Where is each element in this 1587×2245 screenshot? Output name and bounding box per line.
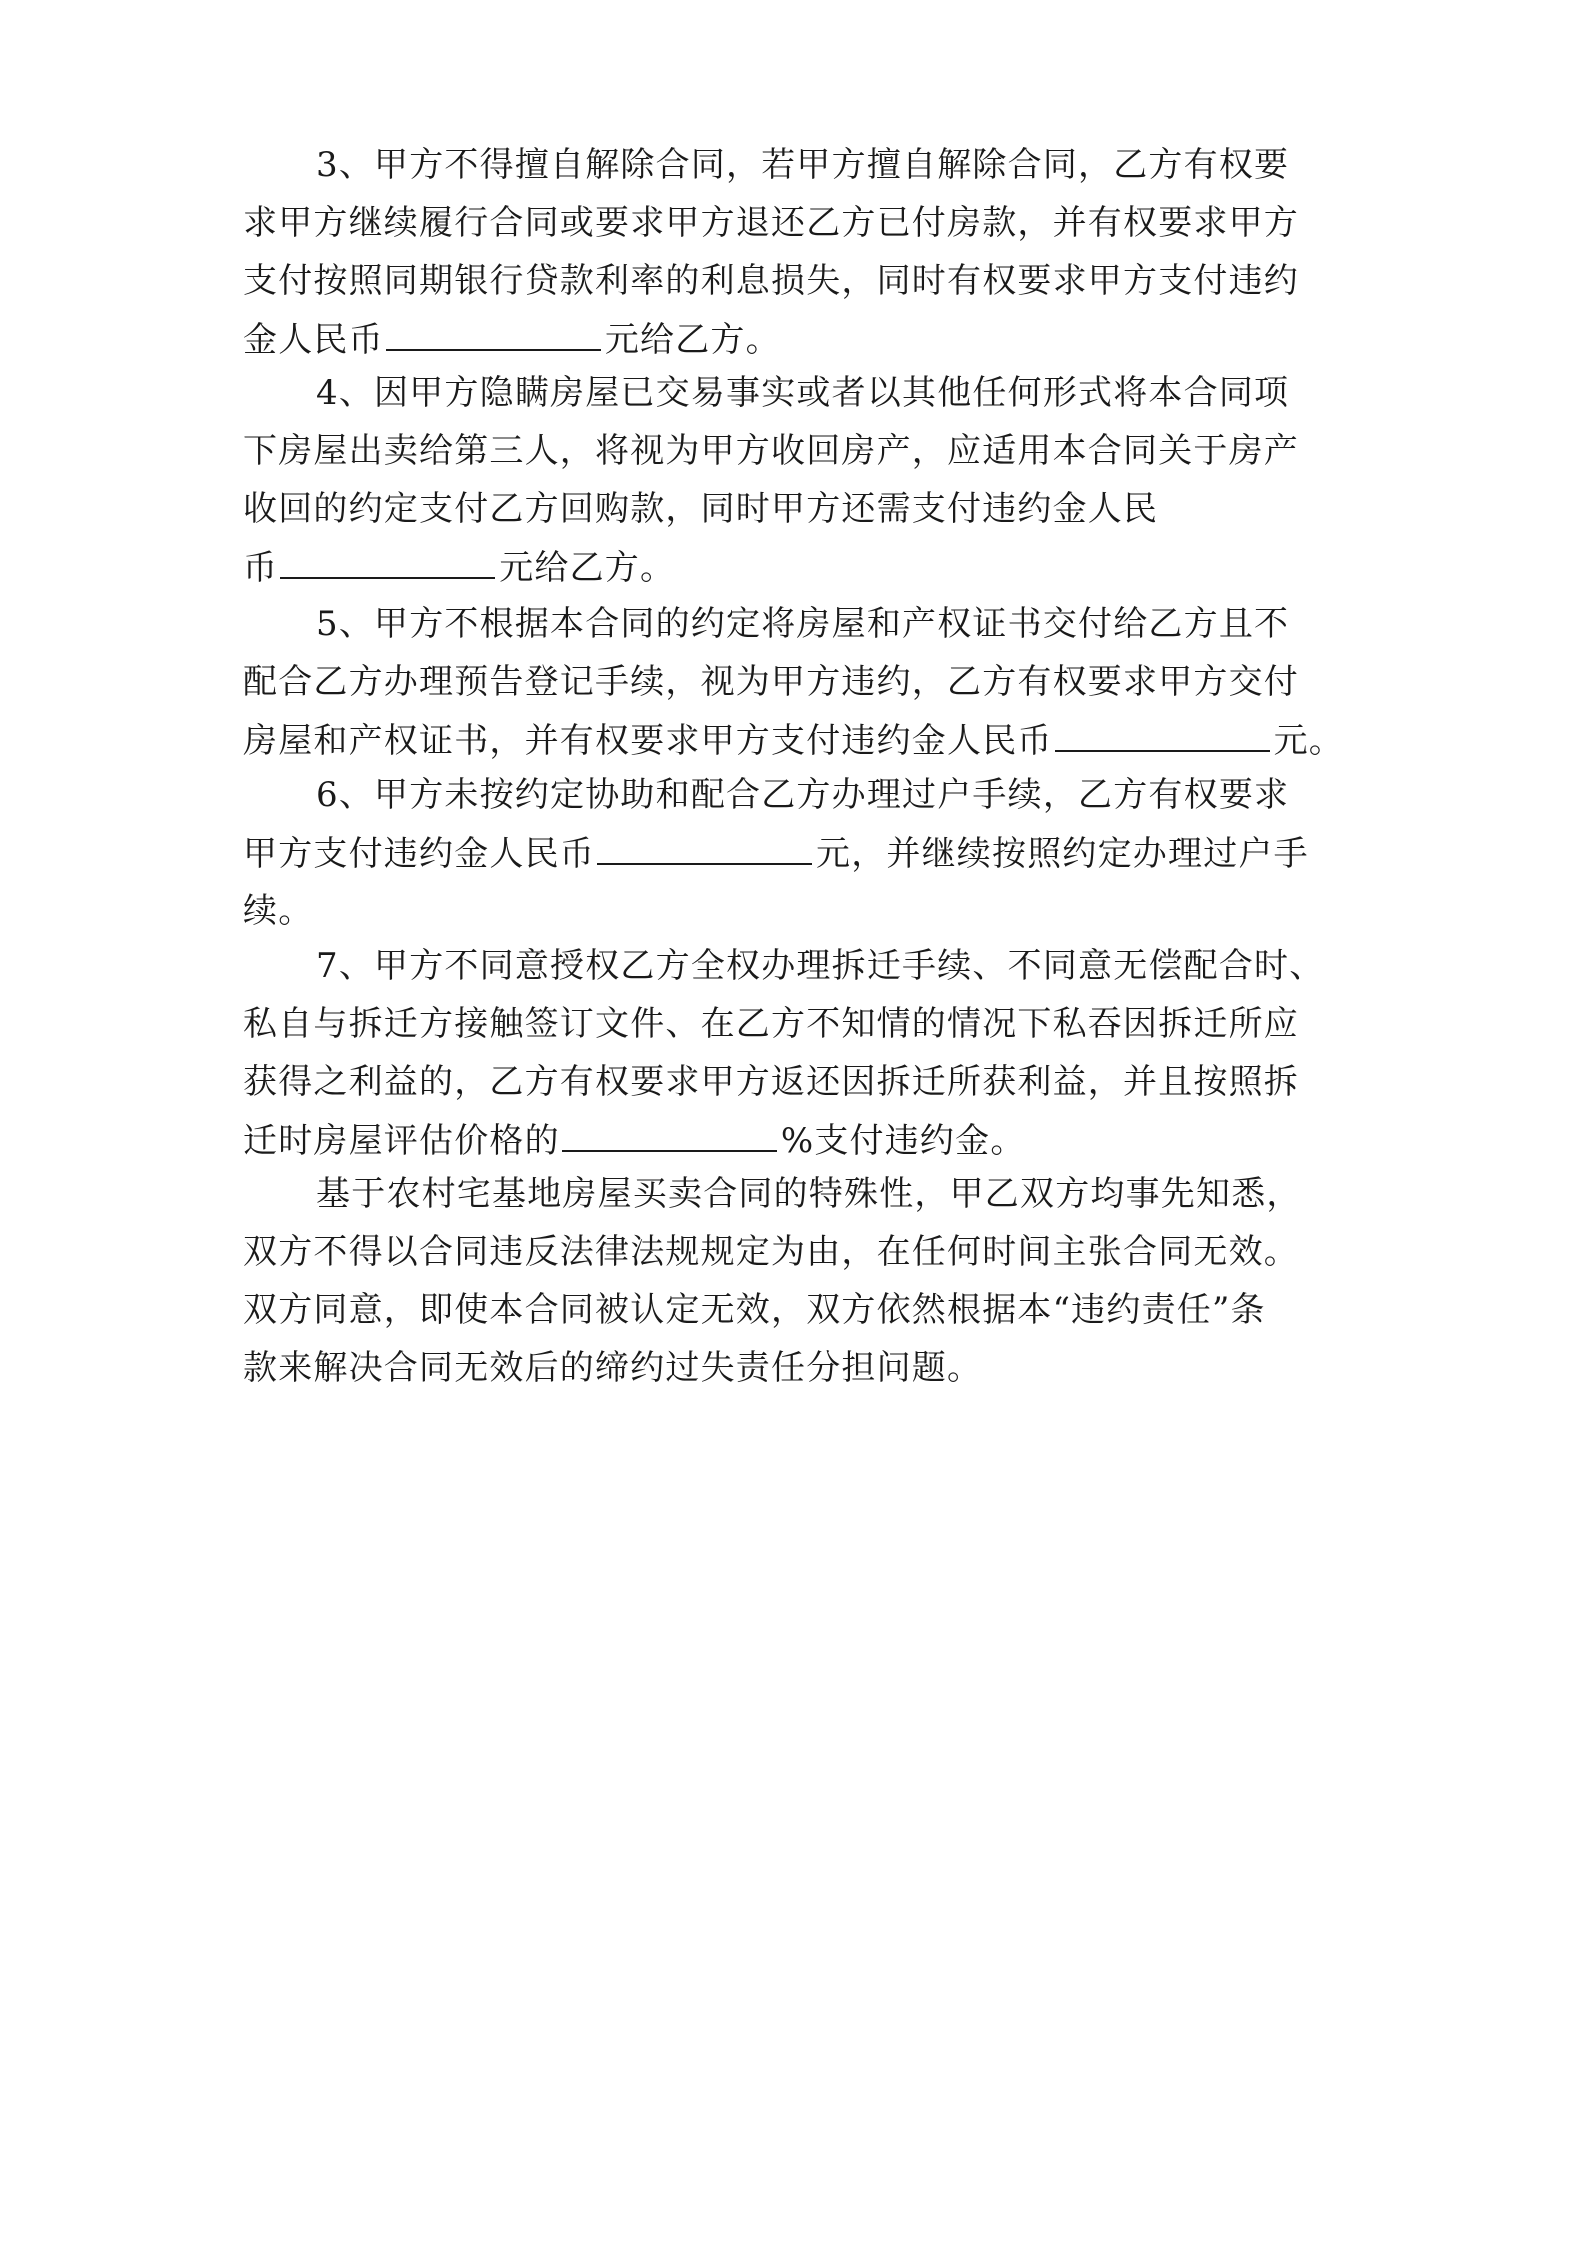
closing-line-3 [243, 1290, 1266, 1330]
fill-in-blank [280, 547, 495, 579]
clause-7-line-3 [243, 1062, 1299, 1102]
text-segment: 5、甲方不根据本合同的约定将房屋和产权证书交付给乙方且不 [316, 604, 1290, 644]
fill-in-blank [562, 1120, 777, 1152]
fill-in-blank [597, 833, 812, 865]
clause-3-line-3 [243, 261, 1299, 301]
text-segment: 私自与拆迁方接触签订文件、在乙方不知情的情况下私吞因拆迁所应 [243, 1004, 1299, 1044]
text-segment: 币 [243, 548, 279, 588]
text-segment: 获得之利益的，乙方有权要求甲方返还因拆迁所获利益，并且按照拆 [243, 1062, 1299, 1102]
clause-6-line-3 [243, 891, 313, 931]
text-segment: 收回的约定支付乙方回购款，同时甲方还需支付违约金人民 [243, 489, 1159, 529]
clause-7-line-4 [243, 1120, 1026, 1161]
text-segment: 元，并继续按照约定办理过户手 [816, 834, 1309, 874]
text-segment: 求甲方继续履行合同或要求甲方退还乙方已付房款，并有权要求甲方 [243, 203, 1299, 243]
text-segment: 款来解决合同无效后的缔约过失责任分担问题。 [243, 1348, 983, 1388]
clause-6-line-2 [243, 833, 1309, 874]
clause-5-line-1 [316, 604, 1289, 644]
closing-line-1 [316, 1174, 1302, 1214]
clause-7-line-1 [316, 946, 1324, 986]
text-segment: 金人民币 [243, 320, 384, 360]
text-segment: %支付违约金。 [780, 1121, 1026, 1161]
clause-5-line-3 [243, 720, 1344, 761]
text-segment: 续。 [243, 891, 314, 931]
clause-4-line-4 [243, 547, 675, 588]
closing-line-4 [243, 1348, 982, 1388]
text-segment: 6、甲方未按约定协助和配合乙方办理过户手续，乙方有权要求 [316, 775, 1290, 815]
text-segment: 3、甲方不得擅自解除合同，若甲方擅自解除合同，乙方有权要 [316, 145, 1290, 185]
clause-4-line-1 [316, 373, 1289, 413]
text-segment: 下房屋出卖给第三人，将视为甲方收回房产，应适用本合同关于房产 [243, 431, 1299, 471]
text-segment: 4、因甲方隐瞒房屋已交易事实或者以其他任何形式将本合同项 [316, 373, 1290, 413]
fill-in-blank [386, 319, 601, 351]
text-segment: 双方同意，即使本合同被认定无效，双方依然根据本“违约责任”条 [243, 1290, 1266, 1330]
clause-3-line-1 [316, 145, 1289, 185]
text-segment: 元给乙方。 [499, 548, 676, 588]
text-segment: 房屋和产权证书，并有权要求甲方支付违约金人民币 [243, 721, 1053, 761]
text-segment: 迁时房屋评估价格的 [243, 1121, 560, 1161]
text-segment: 元给乙方。 [604, 320, 781, 360]
clause-4-line-2 [243, 431, 1299, 471]
text-segment: 双方不得以合同违反法律法规规定为由，在任何时间主张合同无效。 [243, 1232, 1299, 1272]
text-segment: 基于农村宅基地房屋买卖合同的特殊性，甲乙双方均事先知悉， [316, 1174, 1302, 1214]
text-segment: 元。 [1273, 721, 1345, 761]
text-segment: 支付按照同期银行贷款利率的利息损失，同时有权要求甲方支付违约 [243, 261, 1299, 301]
text-segment: 7、甲方不同意授权乙方全权办理拆迁手续、不同意无偿配合时、 [316, 946, 1325, 986]
fill-in-blank [1055, 720, 1270, 752]
clause-3-line-2 [243, 203, 1299, 243]
clause-5-line-2 [243, 662, 1299, 702]
closing-line-2 [243, 1232, 1299, 1272]
clause-7-line-2 [243, 1004, 1299, 1044]
text-segment: 配合乙方办理预告登记手续，视为甲方违约，乙方有权要求甲方交付 [243, 662, 1299, 702]
clause-6-line-1 [316, 775, 1289, 815]
clause-3-line-4 [243, 319, 781, 360]
text-segment: 甲方支付违约金人民币 [243, 834, 595, 874]
clause-4-line-3 [243, 489, 1158, 529]
